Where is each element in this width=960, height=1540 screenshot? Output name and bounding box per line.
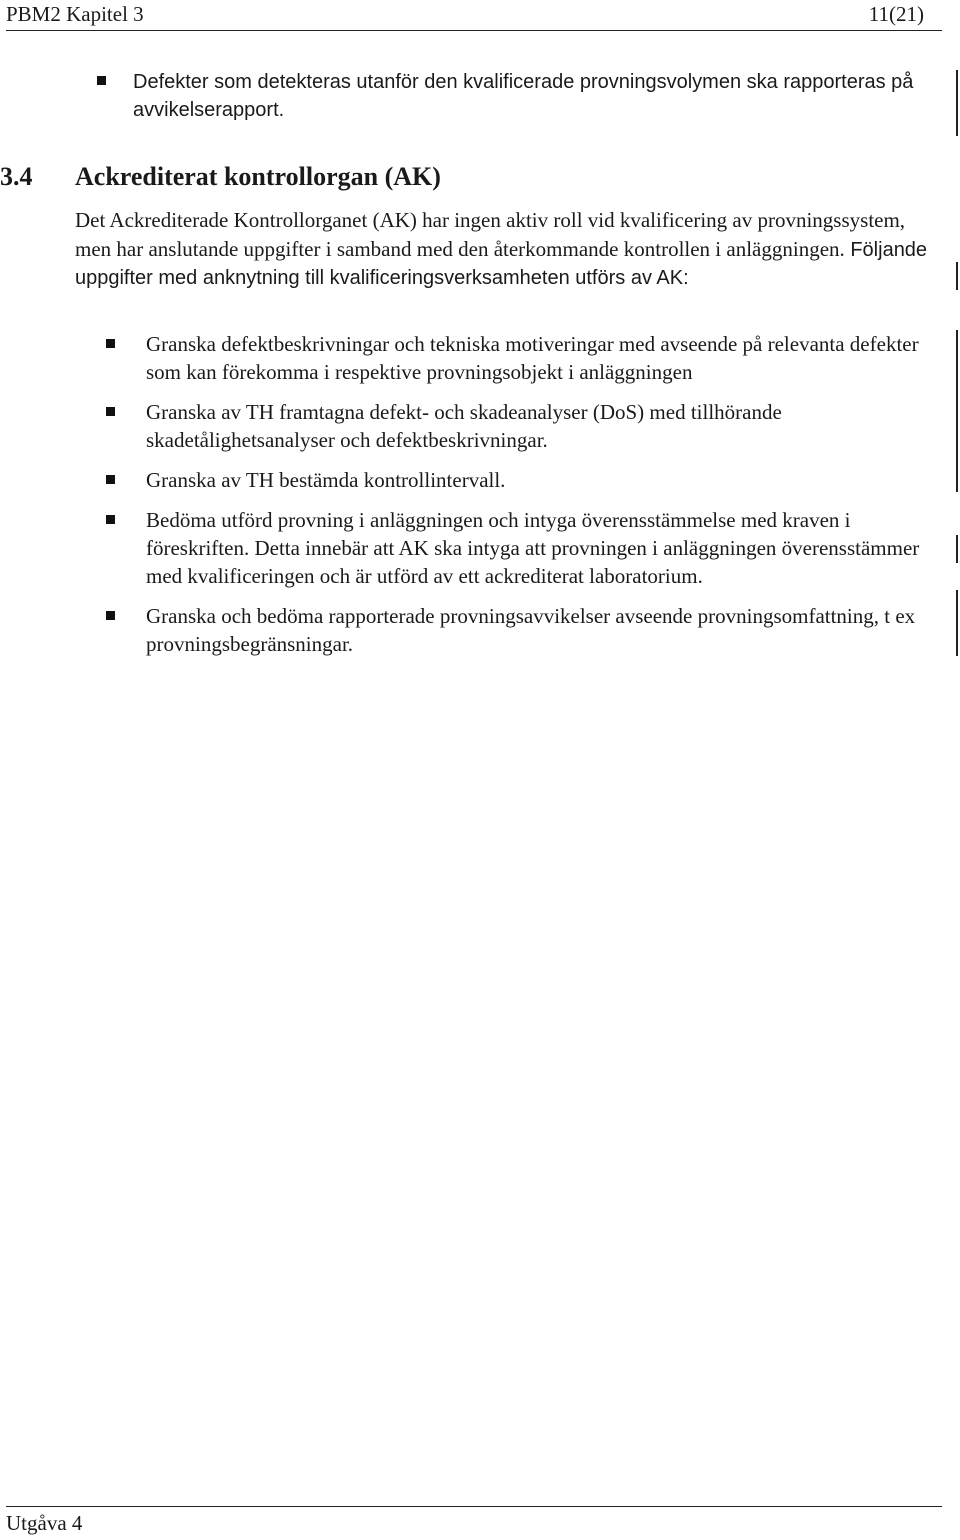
list-item: [75, 398, 955, 454]
page-content: [0, 68, 940, 656]
change-bar: [956, 590, 958, 656]
list-item: [75, 466, 955, 494]
task-text: Bedöma utförd provning i anläggningen och intyga överensstämmelse med kraven i föreskriften. Detta innebär att AK ska intyga att provningen i anläggningen överensstämmer med kvalificeringen och är utförd av ett ackrediterat laboratorium.: [146, 508, 920, 588]
intro-text-continued: Följande uppgifter med anknytning till kvalificeringsverksamheten utförs av AK:: [75, 239, 928, 289]
footer-edition: Utgåva 4: [6, 1511, 83, 1535]
task-text: Granska av TH framtagna defekt- och skadeanalyser (DoS) med tillhörande skadetålighetsanalyser och defektbeskrivningar.: [146, 400, 782, 452]
ak-task-list: [75, 330, 955, 670]
task-text: Granska och bedöma rapporterade provningsavvikelser avseende provningsomfattning, t ex provningsbegränsningar.: [146, 604, 916, 656]
square-bullet-icon: [106, 339, 115, 348]
section-number: 3.4: [0, 162, 33, 191]
list-item: [75, 602, 955, 658]
list-item: [75, 506, 955, 590]
task-text: Granska av TH bestämda kontrollintervall.: [146, 468, 506, 492]
header-document-title: PBM2 Kapitel 3: [6, 2, 144, 26]
change-bar: [956, 330, 958, 492]
page-footer: [6, 1506, 942, 1535]
square-bullet-icon: [106, 407, 115, 416]
bullet-text: Defekter som detekteras utanför den kvalificerade provningsvolymen ska rapporteras på avvikelserapport.: [133, 71, 914, 121]
section-heading: [0, 162, 441, 192]
square-bullet-icon: [106, 611, 115, 620]
change-bar: [956, 262, 958, 290]
intro-text: Det Ackrediterade Kontrollorganet (AK) har ingen aktiv roll vid kvalificering av provningssystem, men har anslutande uppgifter i samband med den återkommande kontrollen i anläggningen.: [75, 208, 906, 261]
page-header: [6, 0, 942, 31]
section-intro: [75, 206, 940, 292]
square-bullet-icon: [106, 475, 115, 484]
change-bar: [956, 70, 958, 136]
header-page-number: 11(21): [868, 2, 924, 26]
change-bar: [956, 535, 958, 563]
top-bullet-list: [75, 68, 940, 124]
task-text: Granska defektbeskrivningar och tekniska motiveringar med avseende på relevanta defekter som kan förekomma i respektive provningsobjekt i anläggningen: [146, 332, 919, 384]
square-bullet-icon: [97, 76, 106, 85]
list-item: [75, 330, 955, 386]
square-bullet-icon: [106, 515, 115, 524]
section-title: Ackrediterat kontrollorgan (AK): [75, 162, 441, 191]
list-item: [75, 68, 940, 124]
